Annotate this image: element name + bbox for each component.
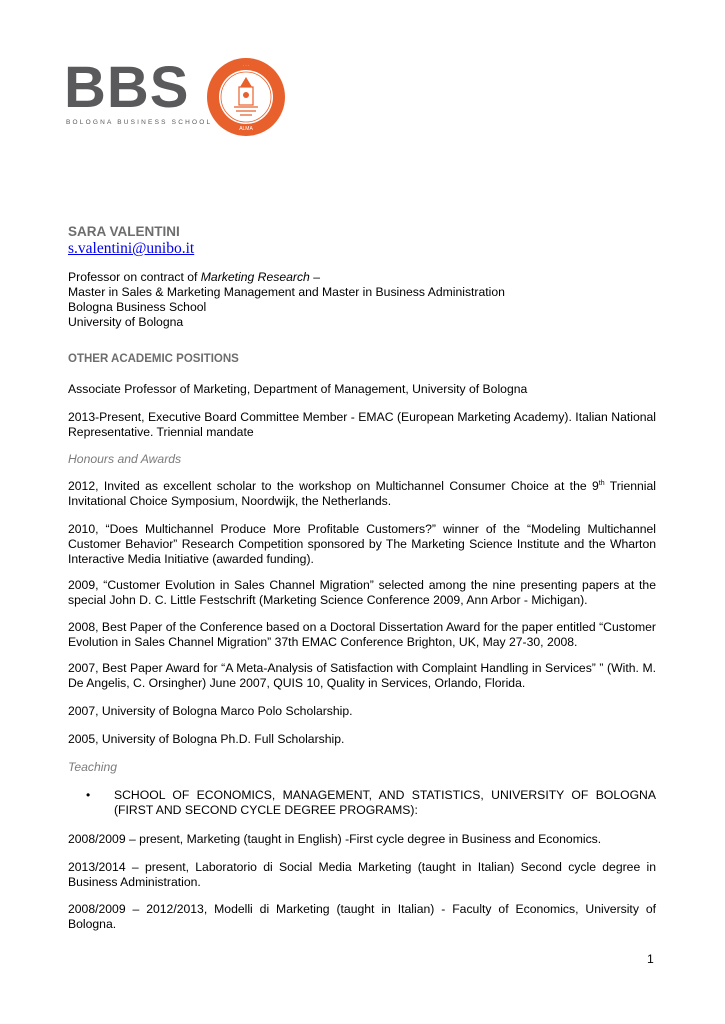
list-item: 2008/2009 – present, Marketing (taught in English) -First cycle degree in Business and Economics. [68,832,602,846]
svg-text:· · ·: · · · [242,63,250,68]
list-item: 2013/2014 – present, Laboratorio di Social Media Marketing (taught in Italian) Second cycle degree in Business Administration. [68,860,656,889]
list-item: 2012, Invited as excellent scholar to the workshop on Multichannel Consumer Choice at the 9th Triennial Invitational Choice Symposium, Noordwijk, the Netherlands. [68,479,657,508]
list-item: 2007, University of Bologna Marco Polo Scholarship. [68,704,353,718]
seal-bottom-text: ALMA [239,126,253,132]
position-line-2: Master in Sales & Marketing Management and Master in Business Administration [68,285,505,299]
list-item: 2009, “Customer Evolution in Sales Channel Migration” selected among the nine presenting papers at the special John D. C. Little Festschrift (Marketing Science Conference 2009, Ann Arbor - Michigan). [68,578,656,607]
bbs-logo [64,55,304,135]
position-block [68,270,656,330]
position-line-3: Bologna Business School [68,300,207,314]
list-item: 2013-Present, Executive Board Committee Member - EMAC (European Marketing Academy). Italian National Representative. Triennial mandate [68,410,656,439]
bullet-item: • SCHOOL OF ECONOMICS, MANAGEMENT, AND STATISTICS, UNIVERSITY OF BOLOGNA (FIRST AND SECOND CYCLE DEGREE PROGRAMS): [86,788,656,817]
list-item: 2010, “Does Multichannel Produce More Profitable Customers?” winner of the “Modeling Multichannel Customer Behavior” Research Competition sponsored by The Marketing Science Institute and the Wharton Interactive Media Initiative (awarded funding). [68,522,656,566]
page-number: 1 [647,952,654,966]
section-heading-teaching: Teaching [68,760,118,774]
list-item: 2008, Best Paper of the Conference based on a Doctoral Dissertation Award for the paper entitled “Customer Evolution in Sales Channel Migration” 37th EMAC Conference Brighton, UK, May 27-30, 2008. [68,620,656,649]
logo-text: BBS [64,55,190,120]
logo-subtitle: BOLOGNA BUSINESS SCHOOL [66,119,213,126]
position-line-4: University of Bologna [68,315,184,329]
list-item: 2007, Best Paper Award for “A Meta-Analysis of Satisfaction with Complaint Handling in Services” ” (With. M. De Angelis, C. Orsingher) June 2007, QUIS 10, Quality in Services, Orlando, Florida. [68,661,656,690]
list-item: 2008/2009 – 2012/2013, Modelli di Marketing (taught in Italian) - Faculty of Economics, University of Bologna. [68,902,656,931]
university-seal-icon [206,57,286,137]
section-heading-other-positions: OTHER ACADEMIC POSITIONS [68,353,239,365]
position-line-1: Professor on contract of Marketing Research – [68,270,321,284]
section-heading-honours: Honours and Awards [68,452,182,466]
email-link[interactable]: s.valentini@unibo.it [68,240,195,257]
list-item: Associate Professor of Marketing, Department of Management, University of Bologna [68,382,528,396]
person-name: SARA VALENTINI [68,224,180,239]
list-item: 2005, University of Bologna Ph.D. Full Scholarship. [68,732,345,746]
bullet-icon: • [86,788,91,802]
